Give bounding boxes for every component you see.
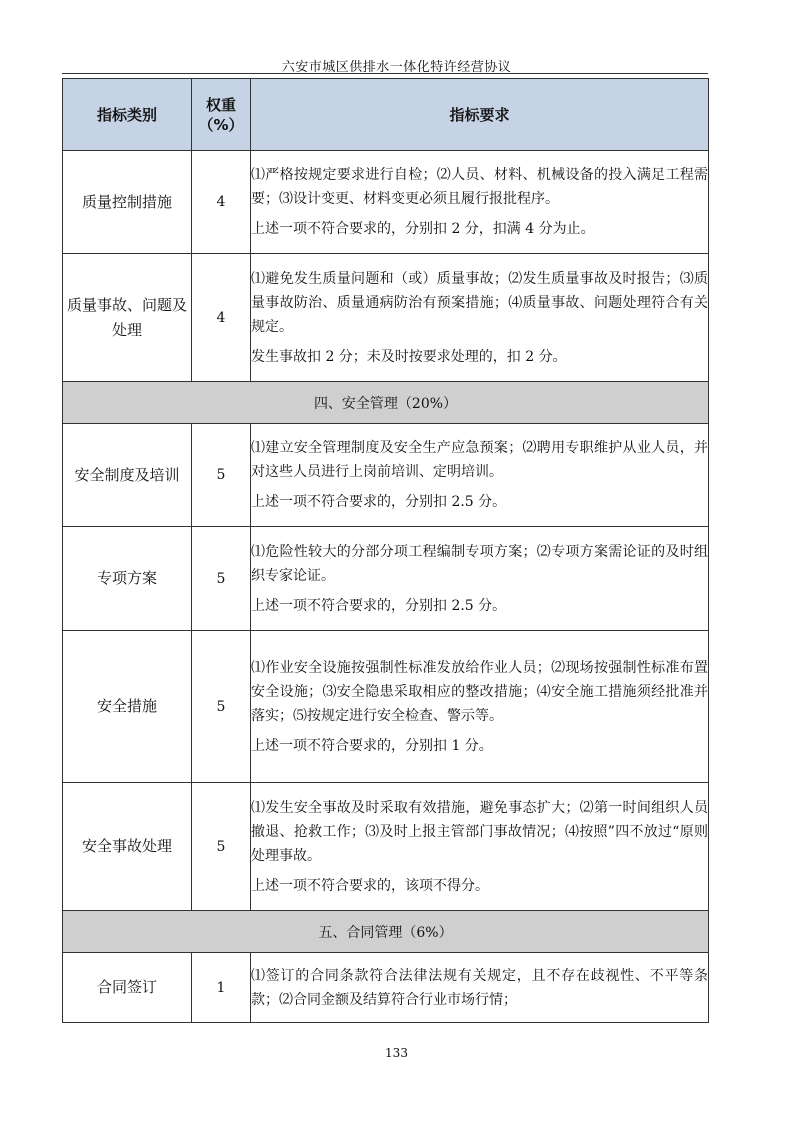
- requirement-text: ⑴严格按规定要求进行自检；⑵人员、材料、机械设备的投入满足工程需要；⑶设计变更、材料变更必须且履行报批程序。: [251, 167, 708, 207]
- category-cell: 质量事故、问题及处理: [63, 254, 192, 382]
- requirement-cell: [251, 424, 709, 527]
- requirement-cell: [251, 783, 709, 911]
- section-row: [63, 382, 709, 424]
- table-row: [63, 254, 709, 382]
- requirement-cell: [251, 953, 709, 1023]
- table-header-row: [63, 79, 709, 151]
- requirement-text: ⑴建立安全管理制度及安全生产应急预案；⑵聘用专职维护从业人员，并对这些人员进行上岗前培训、定明培训。: [251, 440, 708, 480]
- weight-cell: 5: [192, 631, 251, 783]
- section-heading: 五、合同管理（6%）: [63, 911, 709, 953]
- deduction-text: 发生事故扣 2 分；未及时按要求处理的，扣 2 分。: [251, 348, 567, 365]
- table-row: [63, 783, 709, 911]
- section-heading: 四、安全管理（20%）: [63, 382, 709, 424]
- table-row: [63, 151, 709, 254]
- column-header-category: 指标类别: [63, 79, 192, 151]
- requirement-cell: [251, 527, 709, 631]
- deduction-text: 上述一项不符合要求的，分别扣 1 分。: [251, 737, 493, 754]
- requirement-text: ⑴避免发生质量问题和（或）质量事故；⑵发生质量事故及时报告；⑶质量事故防治、质量通病防治有预案措施；⑷质量事故、问题处理符合有关规定。: [251, 270, 708, 335]
- requirement-cell: [251, 151, 709, 254]
- deduction-text: 上述一项不符合要求的，该项不得分。: [251, 877, 489, 894]
- table-row: [63, 527, 709, 631]
- running-header: 六安市城区供排水一体化特许经营协议: [281, 60, 512, 75]
- requirement-cell: [251, 631, 709, 783]
- requirement-cell: [251, 254, 709, 382]
- deduction-text: 上述一项不符合要求的，分别扣 2.5 分。: [251, 597, 507, 614]
- weight-cell: 4: [192, 254, 251, 382]
- deduction-text: 上述一项不符合要求的，分别扣 2 分，扣满 4 分为止。: [251, 221, 595, 237]
- table-row: [63, 631, 709, 783]
- category-cell: 安全措施: [63, 631, 192, 783]
- table-row: [63, 424, 709, 527]
- column-header-weight: 权重 （%）: [192, 79, 251, 151]
- weight-cell: 5: [192, 424, 251, 527]
- requirement-text: ⑴作业安全设施按强制性标准发放给作业人员；⑵现场按强制性标准布置安全设施；⑶安全隐患采取相应的整改措施；⑷安全施工措施须经批准并落实；⑸按规定进行安全检查、警示等。: [251, 659, 708, 724]
- requirement-text: ⑴发生安全事故及时采取有效措施，避免事态扩大；⑵第一时间组织人员撤退、抢救工作；⑶及时上报主管部门事故情况；⑷按照”四不放过“原则处理事故。: [251, 799, 708, 864]
- weight-cell: 4: [192, 151, 251, 254]
- header-rule: [62, 73, 708, 74]
- weight-cell: 5: [192, 527, 251, 631]
- indicator-table: [62, 78, 709, 1023]
- page-number: 133: [385, 1046, 408, 1060]
- section-row: [63, 911, 709, 953]
- table-row: [63, 953, 709, 1023]
- weight-cell: 5: [192, 783, 251, 911]
- category-cell: 安全事故处理: [63, 783, 192, 911]
- requirement-text: ⑴签订的合同条款符合法律法规有关规定，且不存在歧视性、不平等条款；⑵合同金额及结算符合行业市场行情；: [251, 967, 708, 1008]
- column-header-requirement: 指标要求: [251, 79, 709, 151]
- category-cell: 专项方案: [63, 527, 192, 631]
- deduction-text: 上述一项不符合要求的，分别扣 2.5 分。: [251, 494, 507, 510]
- category-cell: 合同签订: [63, 953, 192, 1023]
- weight-cell: 1: [192, 953, 251, 1023]
- requirement-text: ⑴危险性较大的分部分项工程编制专项方案；⑵专项方案需论证的及时组织专家论证。: [251, 543, 708, 584]
- category-cell: 质量控制措施: [63, 151, 192, 254]
- category-cell: 安全制度及培训: [63, 424, 192, 527]
